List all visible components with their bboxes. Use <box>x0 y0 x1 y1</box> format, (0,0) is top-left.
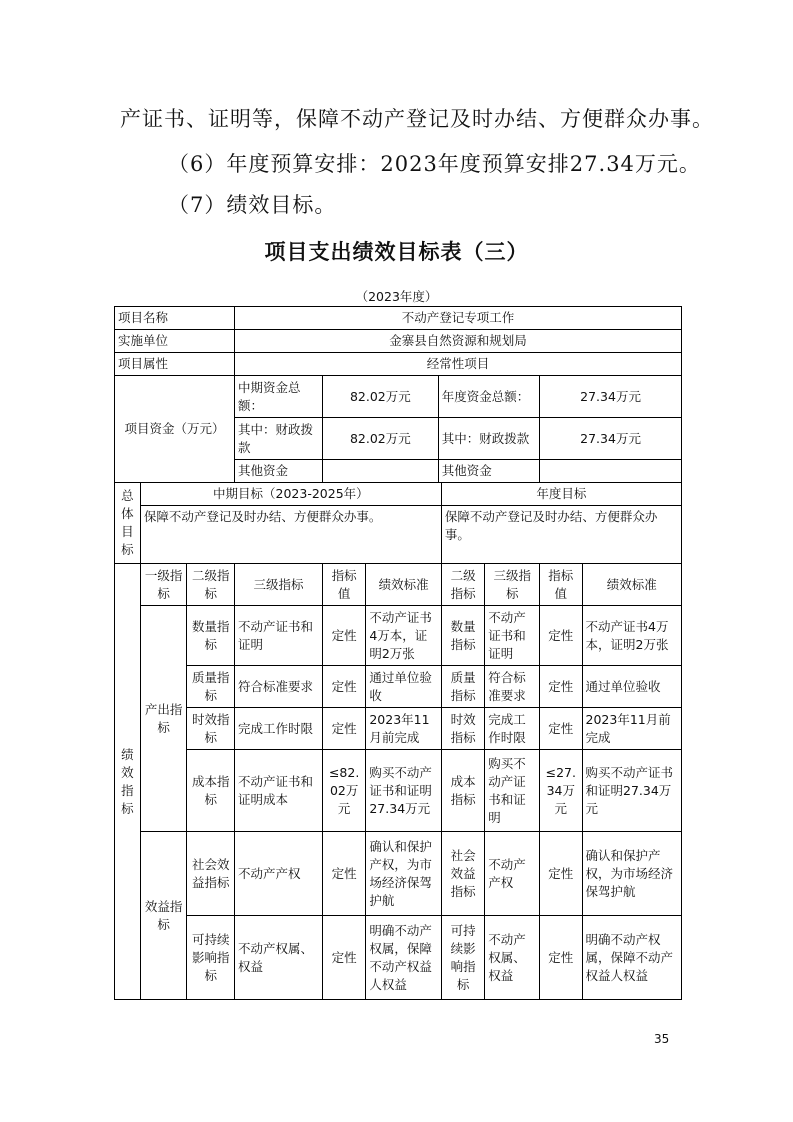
implementing-unit-value: 金寨县自然资源和规划局 <box>235 330 682 353</box>
mid-other-funds-label: 其他资金 <box>235 460 323 483</box>
year-quality-value: 定性 <box>540 666 582 708</box>
quantity-standard: 不动产证书4万本，证明2万张 <box>366 606 442 666</box>
output-indicators-label: 产出指标 <box>140 606 187 832</box>
cost-standard: 购买不动产证书和证明27.34万元 <box>366 750 442 832</box>
mid-fiscal-funds-label: 其中：财政拨款 <box>235 418 323 460</box>
cost-level-3: 不动产证书和证明成本 <box>235 750 323 832</box>
header-year-standard: 绩效标准 <box>582 564 681 606</box>
year-social-level-2: 社会效益指标 <box>441 832 484 916</box>
quality-value: 定性 <box>322 666 365 708</box>
quality-level-2: 质量指标 <box>187 666 235 708</box>
annual-goal-header: 年度目标 <box>441 483 681 506</box>
table-title: 项目支出绩效目标表（三） <box>264 240 529 264</box>
year-timeliness-standard: 2023年11月前完成 <box>582 708 681 750</box>
quality-standard: 通过单位验收 <box>366 666 442 708</box>
year-sustainable-value: 定性 <box>540 916 582 1000</box>
mid-total-funds-value: 82.02万元 <box>322 376 438 418</box>
cost-value: ≤82.02万元 <box>322 750 365 832</box>
year-total-funds-value: 27.34万元 <box>540 376 682 418</box>
cost-level-2: 成本指标 <box>187 750 235 832</box>
social-level-2: 社会效益指标 <box>187 832 235 916</box>
social-value: 定性 <box>322 832 365 916</box>
mid-other-funds-value <box>322 460 438 483</box>
year-timeliness-level-3: 完成工作时限 <box>485 708 540 750</box>
project-name-value: 不动产登记专项工作 <box>235 307 682 330</box>
header-indicator-value: 指标值 <box>322 564 365 606</box>
paragraph-line-1: 产证书、证明等，保障不动产登记及时办结、方便群众办事。 <box>120 107 714 131</box>
year-social-level-3: 不动产产权 <box>485 832 540 916</box>
header-level-2: 二级指标 <box>187 564 235 606</box>
quantity-level-2: 数量指标 <box>187 606 235 666</box>
year-sustainable-standard: 明确不动产权属，保障不动产权益人权益 <box>582 916 681 1000</box>
quantity-value: 定性 <box>322 606 365 666</box>
year-sustainable-level-3: 不动产权属、权益 <box>485 916 540 1000</box>
project-attribute-label: 项目属性 <box>115 353 235 376</box>
header-year-level-3: 三级指标 <box>485 564 540 606</box>
year-quality-level-3: 符合标准要求 <box>485 666 540 708</box>
year-total-funds-label: 年度资金总额： <box>438 376 539 418</box>
implementing-unit-label: 实施单位 <box>115 330 235 353</box>
year-timeliness-value: 定性 <box>540 708 582 750</box>
year-social-standard: 确认和保护产权，为市场经济保驾护航 <box>582 832 681 916</box>
mid-term-goal-text: 保障不动产登记及时办结、方便群众办事。 <box>140 506 441 564</box>
sustainable-standard: 明确不动产权属，保障不动产权益人权益 <box>366 916 442 1000</box>
year-cost-value: ≤27.34万元 <box>540 750 582 832</box>
mid-term-goal-header: 中期目标（2023-2025年） <box>140 483 441 506</box>
sustainable-level-3: 不动产权属、权益 <box>235 916 323 1000</box>
year-quantity-level-2: 数量指标 <box>441 606 484 666</box>
year-sustainable-level-2: 可持续影响指标 <box>441 916 484 1000</box>
benefit-indicators-label: 效益指标 <box>140 832 187 1000</box>
overall-goals-label: 总体目标 <box>115 483 141 564</box>
mid-total-funds-label: 中期资金总额： <box>235 376 323 418</box>
performance-indicators-label: 绩效指标 <box>115 564 141 1000</box>
performance-target-table <box>114 306 682 1000</box>
paragraph-goals-heading: （7）绩效目标。 <box>168 193 337 217</box>
year-timeliness-level-2: 时效指标 <box>441 708 484 750</box>
sustainable-value: 定性 <box>322 916 365 1000</box>
project-attribute-value: 经常性项目 <box>235 353 682 376</box>
timeliness-standard: 2023年11月前完成 <box>366 708 442 750</box>
year-quality-level-2: 质量指标 <box>441 666 484 708</box>
timeliness-level-2: 时效指标 <box>187 708 235 750</box>
table-year-note: （2023年度） <box>355 289 438 304</box>
header-level-3: 三级指标 <box>235 564 323 606</box>
year-quantity-value: 定性 <box>540 606 582 666</box>
header-year-level-2: 二级指标 <box>441 564 484 606</box>
year-fiscal-funds-label: 其中：财政拨款 <box>438 418 539 460</box>
social-level-3: 不动产产权 <box>235 832 323 916</box>
sustainable-level-2: 可持续影响指标 <box>187 916 235 1000</box>
year-quality-standard: 通过单位验收 <box>582 666 681 708</box>
timeliness-level-3: 完成工作时限 <box>235 708 323 750</box>
year-fiscal-funds-value: 27.34万元 <box>540 418 682 460</box>
year-quantity-level-3: 不动产证书和证明 <box>485 606 540 666</box>
year-other-funds-value <box>540 460 682 483</box>
year-cost-level-3: 购买不动产证书和证明 <box>485 750 540 832</box>
annual-goal-text: 保障不动产登记及时办结、方便群众办事。 <box>441 506 681 564</box>
year-other-funds-label: 其他资金 <box>438 460 539 483</box>
year-quantity-standard: 不动产证书4万本，证明2万张 <box>582 606 681 666</box>
quality-level-3: 符合标准要求 <box>235 666 323 708</box>
header-year-indicator-value: 指标值 <box>540 564 582 606</box>
project-name-label: 项目名称 <box>115 307 235 330</box>
header-level-1: 一级指标 <box>140 564 187 606</box>
paragraph-budget: （6）年度预算安排：2023年度预算安排27.34万元。 <box>168 152 701 176</box>
year-social-value: 定性 <box>540 832 582 916</box>
header-standard: 绩效标准 <box>366 564 442 606</box>
year-cost-level-2: 成本指标 <box>441 750 484 832</box>
quantity-level-3: 不动产证书和证明 <box>235 606 323 666</box>
mid-fiscal-funds-value: 82.02万元 <box>322 418 438 460</box>
project-funds-label: 项目资金（万元） <box>115 376 235 483</box>
page-number: 35 <box>654 1032 670 1046</box>
social-standard: 确认和保护产权，为市场经济保驾护航 <box>366 832 442 916</box>
year-cost-standard: 购买不动产证书和证明27.34万元 <box>582 750 681 832</box>
timeliness-value: 定性 <box>322 708 365 750</box>
